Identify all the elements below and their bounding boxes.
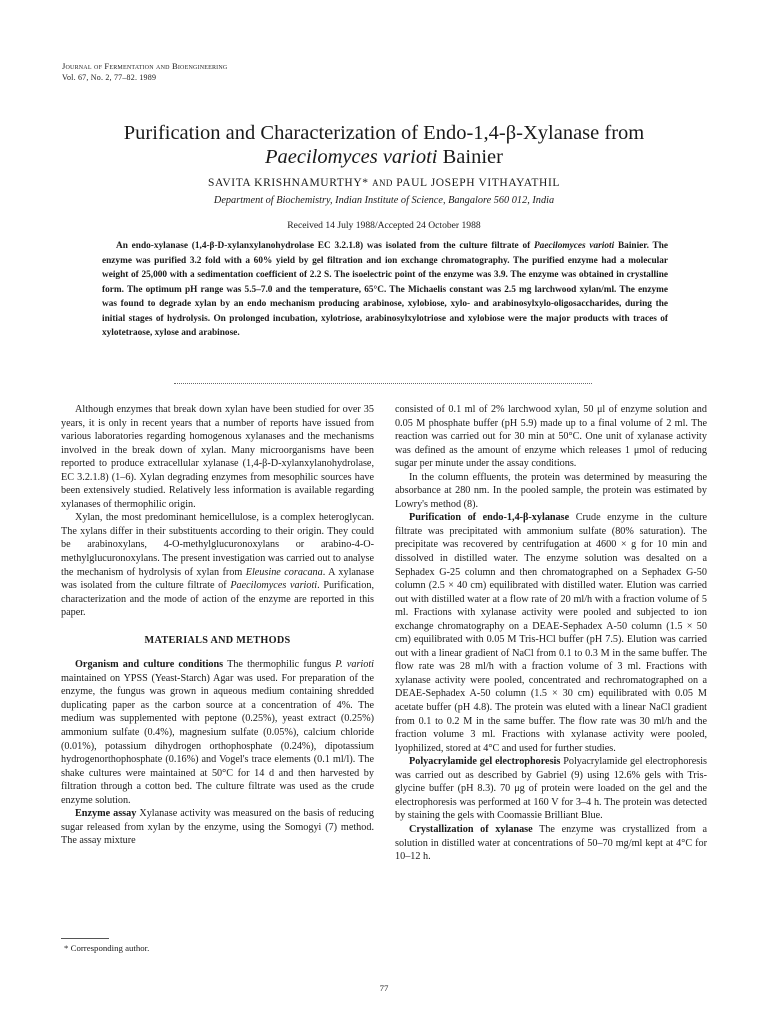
footnote-divider <box>61 938 109 939</box>
assay-run-in-heading: Enzyme assay <box>75 808 137 820</box>
intro-p2-text-a: Xylan, the most predominant hemicellulose, is a complex heteroglycan. The xylans differ in their substituents according to their origin. They could be arabinoxylans, 4-O-methylglucuronoxylans or arabino-4-O-methylglucuronoxylans. The present investigation was carried out to analyse the mechanism of hydrolysis of xylan from <box>61 512 374 578</box>
footnote: * Corresponding author. <box>64 943 150 953</box>
intro-p2-organism: Paecilomyces varioti <box>230 580 318 592</box>
page-number: 77 <box>379 983 389 993</box>
protein-paragraph: In the column effluents, the protein was determined by measuring the absorbance at 280 nm. In the pooled sample, the protein was estimated by Lowry's method (8). <box>395 471 707 510</box>
journal-name: Journal of Fermentation and Bioengineering <box>62 61 228 71</box>
intro-p2-text-c: . Purification, characterization and the mode of action of the enzyme are reported in this paper. <box>61 580 374 619</box>
abstract-organism: Paecilomyces varioti <box>534 241 615 251</box>
paper-title <box>40 121 728 169</box>
author-conjunction: AND <box>372 178 393 188</box>
title-line-2-rest: Bainier <box>437 146 503 168</box>
title-line-2 <box>40 145 728 169</box>
organism-paragraph <box>61 658 374 807</box>
received-dates: Received 14 July 1988/Accepted 24 October 1988 <box>287 220 481 231</box>
purification-paragraph <box>395 511 707 755</box>
purification-run-in-heading: Purification of endo-1,4-β-xylanase <box>409 512 570 524</box>
assay-paragraph <box>61 807 374 848</box>
journal-volume: Vol. 67, No. 2, 77–82. 1989 <box>62 73 157 82</box>
organism-run-in-heading: Organism and culture conditions <box>75 659 224 671</box>
journal-header <box>62 61 227 83</box>
intro-p2-text-b: . A xylanase was isolated from the culture filtrate of <box>61 566 375 592</box>
intro-paragraph-1: Although enzymes that break down xylan have been studied for over 35 years, it is only in recent years that a number of reports have issued from various laboratories regarding homogenous xylanases and the mechanisms involved in the break down of xylan. Many microorganisms have been reported to produce extracellular xylanase (1,4-β-D-xylanxylanohydrolase, EC 3.2.1.8) (1–6). Xylan degrading enzymes from mesophilic sources have been extensively studied. Relatively less information is available regarding xylanases of thermophilic origin. <box>61 404 374 510</box>
assay-continuation: consisted of 0.1 ml of 2% larchwood xylan, 50 μl of enzyme solution and 0.05 M phosphate buffer (pH 5.9) made up to a final volume of 2 ml. The reaction was carried out for 30 min at 50°C. One unit of xylanase activity was defined as the amount of enzyme which releases 1 μmol of reducing sugar per minute under the assay conditions. <box>395 404 707 470</box>
author-2: PAUL JOSEPH VITHAYATHIL <box>396 177 561 189</box>
right-column <box>395 403 707 864</box>
crystallization-text: The enzyme was crystallized from a solution in distilled water at concentrations of 50–70 mg/ml kept at 4°C for 10–12 h. <box>395 823 707 863</box>
abstract-divider <box>174 383 592 384</box>
electrophoresis-run-in-heading: Polyacrylamide gel electrophoresis <box>409 756 561 768</box>
section-heading-methods: MATERIALS AND METHODS <box>144 634 291 646</box>
abstract <box>102 239 668 341</box>
electrophoresis-paragraph <box>395 755 707 823</box>
organism-text-a: The thermophilic fungus <box>223 659 336 671</box>
abstract-part-1: An endo-xylanase (1,4-β-D-xylanxylanohydrolase EC 3.2.1.8) was isolated from the culture filtrate of <box>116 241 534 251</box>
left-column <box>61 403 374 848</box>
assay-text: Xylanase activity was measured on the basis of reducing sugar released from xylan by the enzyme, using the Somogyi (7) method. The assay mixture <box>61 808 374 847</box>
author-list <box>40 177 728 189</box>
title-line-1: Purification and Characterization of Endo-1,4-β-Xylanase from <box>123 122 645 144</box>
title-organism: Paecilomyces varioti <box>265 146 438 168</box>
purification-text: Crude enzyme in the culture filtrate was precipitated with ammonium sulfate (80% saturation). The precipitate was recovered by centrifugation at 4600 × g for 10 min and dissolved in distilled water. The enzyme solution was desalted on a Sephadex G-25 column and then chromatographed on a Sephadex G-50 column (2.5 × 40 cm) equilibrated with distilled water. Elution was carried out with distilled water at a flow rate of 20 ml/h with a fraction volume of 5 ml. Fractions with xylanase activity were pooled and subjected to ion exchange chromatography on a DEAE-Sephadex A-50 column (1.5 × 50 cm) equilibrated with 0.05 M Tris-HCl buffer (pH 7.5). Elution was carried out with a linear gradient of NaCl from 0.1 to 0.3 M in the same buffer. The flow rate was 28 ml/h with a fraction volume of 3 ml. Fractions with xylanase activity were pooled, concentrated and rechromatographed on a DEAE-Sephadex A-50 column (1.5 × 30 cm) equilibrated with 0.05 M acetate buffer (pH 4.8). The protein was eluted with a linear NaCl gradient from 0.1 to 0.2 M in the same buffer. The flow rate was 30 ml/h and the fraction volume 3 ml. Fractions with xylanase activity were pooled, lyophilized, stored at 4°C and used for further studies. <box>395 512 707 754</box>
crystallization-run-in-heading: Crystallization of xylanase <box>409 823 533 835</box>
intro-p2-species: Eleusine coracana <box>245 566 323 578</box>
electrophoresis-text: Polyacrylamide gel electrophoresis was carried out as described by Gabriel (9) using 12.6% gels with Tris-glycine buffer (pH 8.3). 70 μg of protein were loaded on the gel and the electrophoresis was performed at 160 V for 3–4 h. The protein was detected by staining the gels with Coomassie Brilliant Blue. <box>395 756 707 822</box>
organism-species: P. varioti <box>335 659 374 671</box>
author-1: SAVITA KRISHNAMURTHY* <box>207 177 369 189</box>
crystallization-paragraph <box>395 823 707 864</box>
intro-paragraph-2 <box>61 511 374 619</box>
affiliation: Department of Biochemistry, Indian Institute of Science, Bangalore 560 012, India <box>213 195 555 206</box>
organism-text-b: maintained on YPSS (Yeast-Starch) Agar was used. For preparation of the enzyme, the fungus was grown in aqueous medium containing shredded duplicating paper as the carbon source at a concentration of 4%. The medium was supplemented with peptone (0.25%), yeast extract (0.25%) ammonium sulfate (0.4%), magnesium sulfate (0.05%), calcium chloride (0.01%), potassium dihydrogen orthophosphate (0.24%), dipotassium hydrogenorthophosphate (0.16%) and Vogel's trace elements (0.1 ml/l). The shake cultures were maintained at 50°C for 14 d and then harvested by filtration through a cotton bed. The culture filtrate was used as the crude enzyme solution. <box>61 672 374 806</box>
abstract-part-2: Bainier. The enzyme was purified 3.2 fold with a 60% yield by gel filtration and ion exchange chromatography. The purified enzyme had a molecular weight of 25,000 with a sedimentation coefficient of 2.2 S. The isoelectric point of the enzyme was 3.9. The enzyme was obtained in crystalline form. The optimum pH range was 5.5–7.0 and the temperature, 65°C. The Michaelis constant was 2.5 mg larchwood xylan/ml. The enzyme was found to degrade xylan by an endo mechanism producing arabinose, xylobiose, xylo- and arabinosylxylo-oligosaccharides, during the initial stages of hydrolysis. On prolonged incubation, xylotriose, arabinosylxylotriose and xylobiose were the major products with traces of xylotetraose, xylose and arabinose. <box>102 241 669 338</box>
